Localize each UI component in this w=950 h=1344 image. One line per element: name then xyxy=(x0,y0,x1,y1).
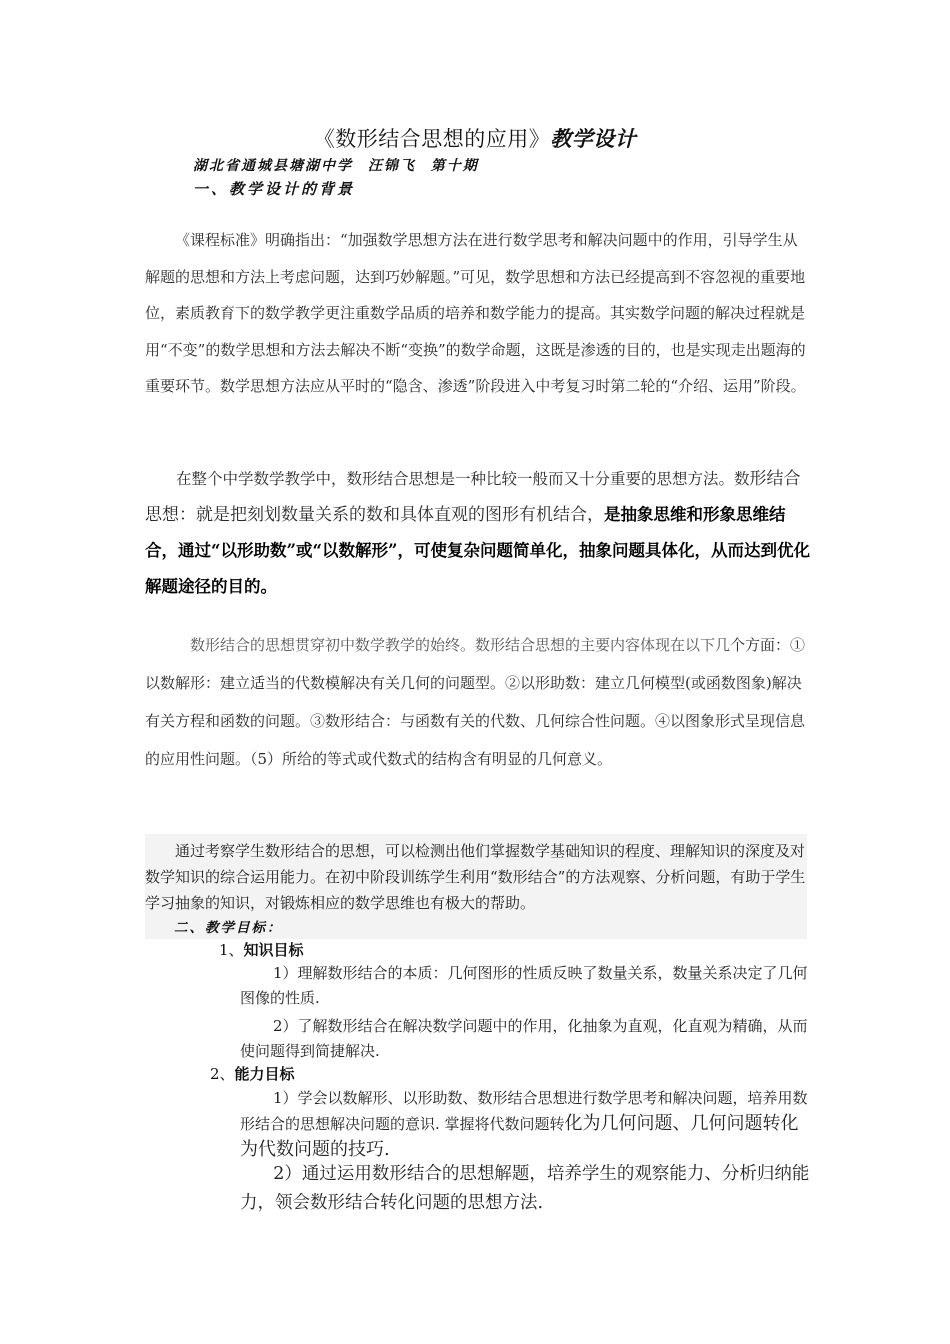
title-main: 《数形结合思想的应用》 xyxy=(313,127,551,151)
paragraph-assessment: 通过考察学生数形结合的思想，可以检测出他们掌握数学基础知识的程度、理解知识的深度及对数学知识的综合运用能力。在初中阶段训练学生利用“数形结合”的方法观察、分析问题，有助于学生学习抽象的知识，对锻炼相应的数学思维也有极大的帮助。 xyxy=(145,842,806,912)
para2-start: 在整个中学数学教学中，数形结合思想是一种比较一般而又十分重要的思想方法。数 xyxy=(176,470,750,488)
subheading-number: 1、 xyxy=(219,941,244,959)
paragraph-text xyxy=(145,626,810,778)
paragraph-definition xyxy=(145,461,810,605)
para2-bold: 是抽象思维和形象思维结合，通过“以形助数”或“以数解形”，可使复杂问题简单化，抽象问题具体化，从而达到优化解题途径的目的。 xyxy=(145,505,810,596)
paragraph-aspects xyxy=(145,626,810,778)
subheading-ability xyxy=(210,1063,295,1084)
objective-item: 2）了解数形结合在解决数学问题中的作用，化抽象为直观，化直观为精确，从而使问题得到简捷解决. xyxy=(240,1017,808,1060)
objective-item xyxy=(240,1086,810,1163)
item3-big: 化为几何问题、几何问题转化为代数问题的技巧. xyxy=(240,1113,799,1160)
paragraph-text xyxy=(145,461,810,605)
section-heading-background: 一、教学设计的背景 xyxy=(193,180,356,198)
document-title xyxy=(0,123,950,153)
para3-rest: 个方面：①以数解形：建立适当的代数模解决有关几何的问题型。②以形助数：建立几何模型(或函数图象)解决有关方程和函数的问题。③数形结合：与函数有关的代数、几何综合性问题。④以图象形式呈现信息的应用性问题。（5）所给的等式或代数式的结构含有明显的几何意义。 xyxy=(145,636,806,768)
section-heading-objectives: 二、教学目标： xyxy=(174,920,283,936)
subheading-label: 能力目标 xyxy=(234,1065,295,1083)
item3-start: 1）学会以数解形、以形助数、数形结合思想进行数学思考和解决问题，培养用数形结合的思想解决问题的意识. 掌握将代数问题转 xyxy=(240,1089,808,1133)
subheading-label: 知识目标 xyxy=(243,941,304,959)
paragraph-text: 《课程标准》明确指出：“加强数学思想方法在进行数学思考和解决问题中的作用，引导学生从解题的思想和方法上考虑问题，达到巧妙解题。”可见，数学思想和方法已经提高到不容忽视的重要地位，素质教育下的数学教学更注重数学品质的培养和数学能力的提高。其实数学问题的解决过程就是用“不变”的数学思想和方法去解决不断“变换”的数学命题，这既是渗透的目的，也是实现走出题海的重要环节。数学思想方法应从平时的“隐含、渗透”阶段进入中考复习时第二轮的“介绍、运用”阶段。 xyxy=(145,231,806,395)
subheading-knowledge xyxy=(219,939,304,960)
para3-first: 数形结合的思想贯穿初中数学教学的始终。数形结合思想的主要内容体现在以下几 xyxy=(190,636,731,654)
author-line: 湖北省通城县塘湖中学 汪锦飞 第十期 xyxy=(193,158,479,174)
title-suffix: 教学设计 xyxy=(550,126,637,151)
objective-item: 1）理解数形结合的本质：几何图形的性质反映了数量关系，数量关系决定了几何图像的性质. xyxy=(240,964,808,1007)
objective-item: 2）通过运用数形结合的思想解题，培养学生的观察能力、分析归纳能力，领会数形结合转化问题的思想方法. xyxy=(240,1164,810,1213)
paragraph-curriculum-standard xyxy=(145,222,810,405)
subheading-number: 2、 xyxy=(210,1065,235,1083)
para2-middle: 形结合思想：就是把刻划数量关系的数和具体直观的图形有机结合， xyxy=(145,469,801,525)
